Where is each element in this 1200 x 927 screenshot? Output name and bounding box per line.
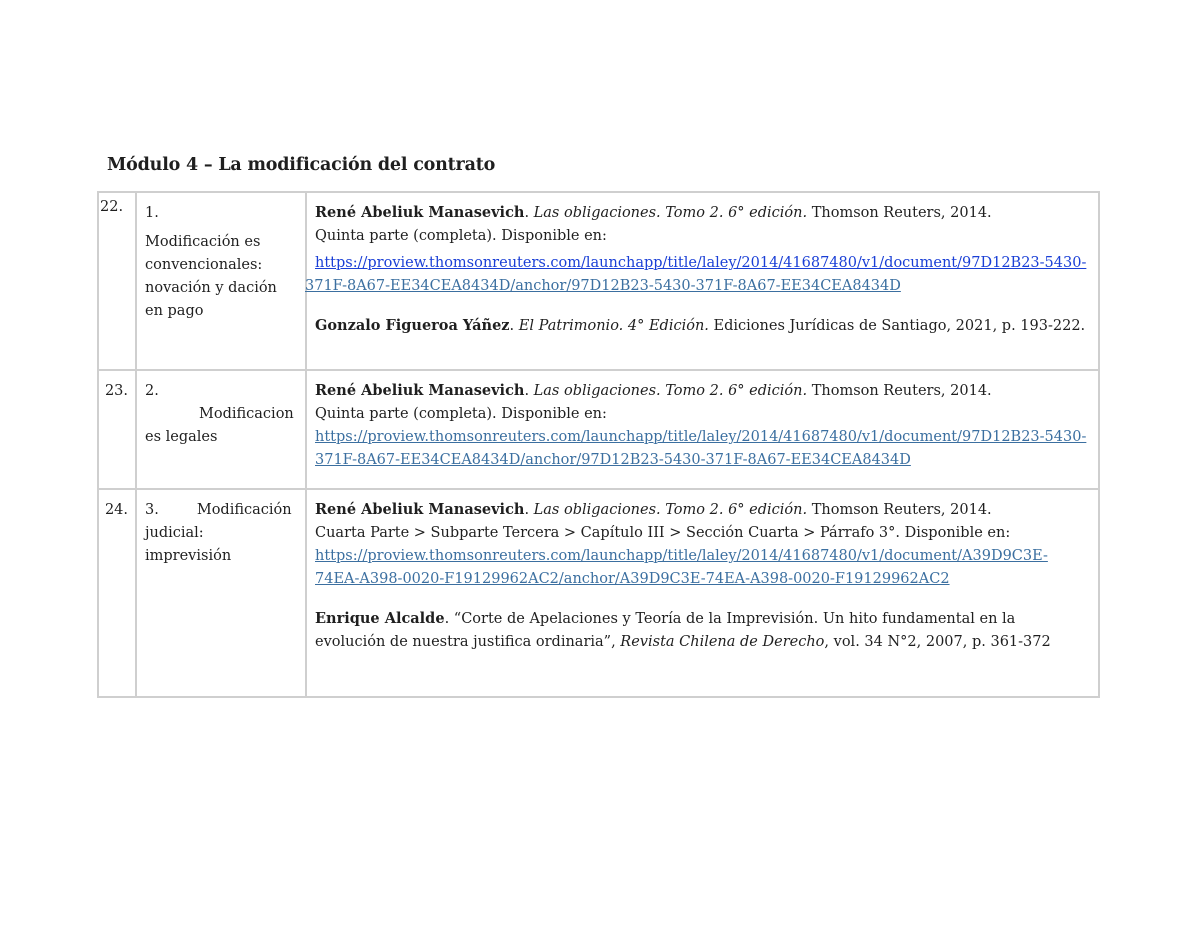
reference-book: Las obligaciones. Tomo 2. 6° edición.: [533, 383, 808, 399]
table-row: [98, 370, 1099, 489]
references-table: [97, 191, 1100, 698]
reference-publisher: Ediciones Jurídicas de Santiago, 2021, p. 193-222.: [713, 318, 1086, 334]
topic-cell: [136, 370, 306, 489]
reference-author: René Abeliuk Manasevich: [315, 204, 525, 221]
topic-cell: [136, 489, 306, 697]
reference-link[interactable]: https://proview.thomsonreuters.com/launchapp/title/laley/2014/41687480/v1/document/97D12B23-5430-: [315, 429, 1087, 445]
reference-author: Enrique Alcalde: [315, 610, 445, 627]
reference-url[interactable]: [315, 426, 1090, 472]
row-number: 22.: [98, 192, 136, 370]
reference-link[interactable]: 371F-8A67-EE34CEA8434D/anchor/97D12B23-5430-371F-8A67-EE34CEA8434D: [315, 452, 911, 468]
reference-article: “Corte de Apelaciones y Teoría de la Imprevisión. Un hito fundamental en la evolución de nuestra justifica ordinaria”,: [315, 611, 1016, 650]
reference-url[interactable]: [305, 252, 1090, 298]
row-number: 23.: [98, 370, 136, 489]
table-row: [98, 489, 1099, 697]
page-title: Módulo 4 – La modificación del contrato: [107, 155, 496, 175]
reference-link[interactable]: 74EA-A398-0020-F19129962AC2/anchor/A39D9C3E-74EA-A398-0020-F19129962AC2: [315, 571, 950, 587]
reference-journal: Revista Chilena de Derecho: [620, 634, 825, 650]
topic-line: en pago: [145, 303, 204, 319]
reference-link[interactable]: 371F-8A67-EE34CEA8434D/anchor/97D12B23-5430-371F-8A67-EE34CEA8434D: [305, 278, 901, 294]
topic-line: Modificación es: [145, 234, 261, 250]
topic-cell: [136, 192, 306, 370]
reference-citation: Enrique Alcalde. “Corte de Apelaciones y Teoría de la Imprevisión. Un hito fundamental en la evolución de nuestra justifica ordinaria”, Revista Chilena de Derecho, vol. 34 N°2, 2007, p. 361-372: [315, 610, 1051, 650]
topic-line: imprevisión: [145, 548, 232, 564]
reference-section: Cuarta Parte > Subparte Tercera > Capítulo III > Sección Cuarta > Párrafo 3°. Disponible en:: [315, 525, 1011, 541]
references-cell: [306, 489, 1099, 697]
reference-publisher: , vol. 34 N°2, 2007, p. 361-372: [824, 634, 1051, 650]
topic-line: Modificación: [196, 502, 292, 518]
table-row: [98, 192, 1099, 370]
reference-url[interactable]: [315, 545, 1090, 591]
reference-citation: René Abeliuk Manasevich. Las obligaciones. Tomo 2. 6° edición. Thomson Reuters, 2014.: [315, 501, 992, 518]
reference-publisher: Thomson Reuters, 2014.: [811, 502, 992, 518]
topic-number-line: [145, 499, 297, 522]
topic-number: 3.: [145, 502, 159, 518]
reference-citation: René Abeliuk Manasevich. Las obligaciones. Tomo 2. 6° edición. Thomson Reuters, 2014.: [315, 382, 992, 399]
reference-author: René Abeliuk Manasevich: [315, 382, 525, 399]
row-number: 24.: [98, 489, 136, 697]
topic-line: novación y dación: [145, 280, 277, 296]
topic-number: 2.: [145, 383, 159, 399]
reference-link[interactable]: https://proview.thomsonreuters.com/launchapp/title/laley/2014/41687480/v1/document/A39D9C3E-: [315, 548, 1048, 564]
topic-number: 1.: [145, 205, 159, 221]
topic-line: es legales: [145, 429, 218, 445]
topic-line: judicial:: [145, 525, 204, 541]
reference-section: Quinta parte (completa). Disponible en:: [315, 228, 607, 244]
topic-line: Modificacion: [199, 406, 294, 422]
reference-citation: René Abeliuk Manasevich. Las obligaciones. Tomo 2. 6° edición. Thomson Reuters, 2014.: [315, 204, 992, 221]
references-cell: [306, 370, 1099, 489]
reference-publisher: Thomson Reuters, 2014.: [811, 383, 992, 399]
reference-publisher: Thomson Reuters, 2014.: [811, 205, 992, 221]
reference-author: René Abeliuk Manasevich: [315, 501, 525, 518]
topic-line: convencionales:: [145, 257, 263, 273]
reference-link[interactable]: https://proview.thomsonreuters.com/launchapp/title/laley/2014/41687480/v1/document/97D12B23-5430-: [315, 255, 1087, 271]
reference-citation: Gonzalo Figueroa Yáñez. El Patrimonio. 4° Edición. Ediciones Jurídicas de Santiago, 2021, p. 193-222.: [315, 317, 1086, 334]
reference-section: Quinta parte (completa). Disponible en:: [315, 406, 607, 422]
reference-book: El Patrimonio. 4° Edición.: [518, 318, 709, 334]
reference-author: Gonzalo Figueroa Yáñez: [315, 317, 510, 334]
references-cell: [306, 192, 1099, 370]
reference-book: Las obligaciones. Tomo 2. 6° edición.: [533, 502, 808, 518]
reference-book: Las obligaciones. Tomo 2. 6° edición.: [533, 205, 808, 221]
